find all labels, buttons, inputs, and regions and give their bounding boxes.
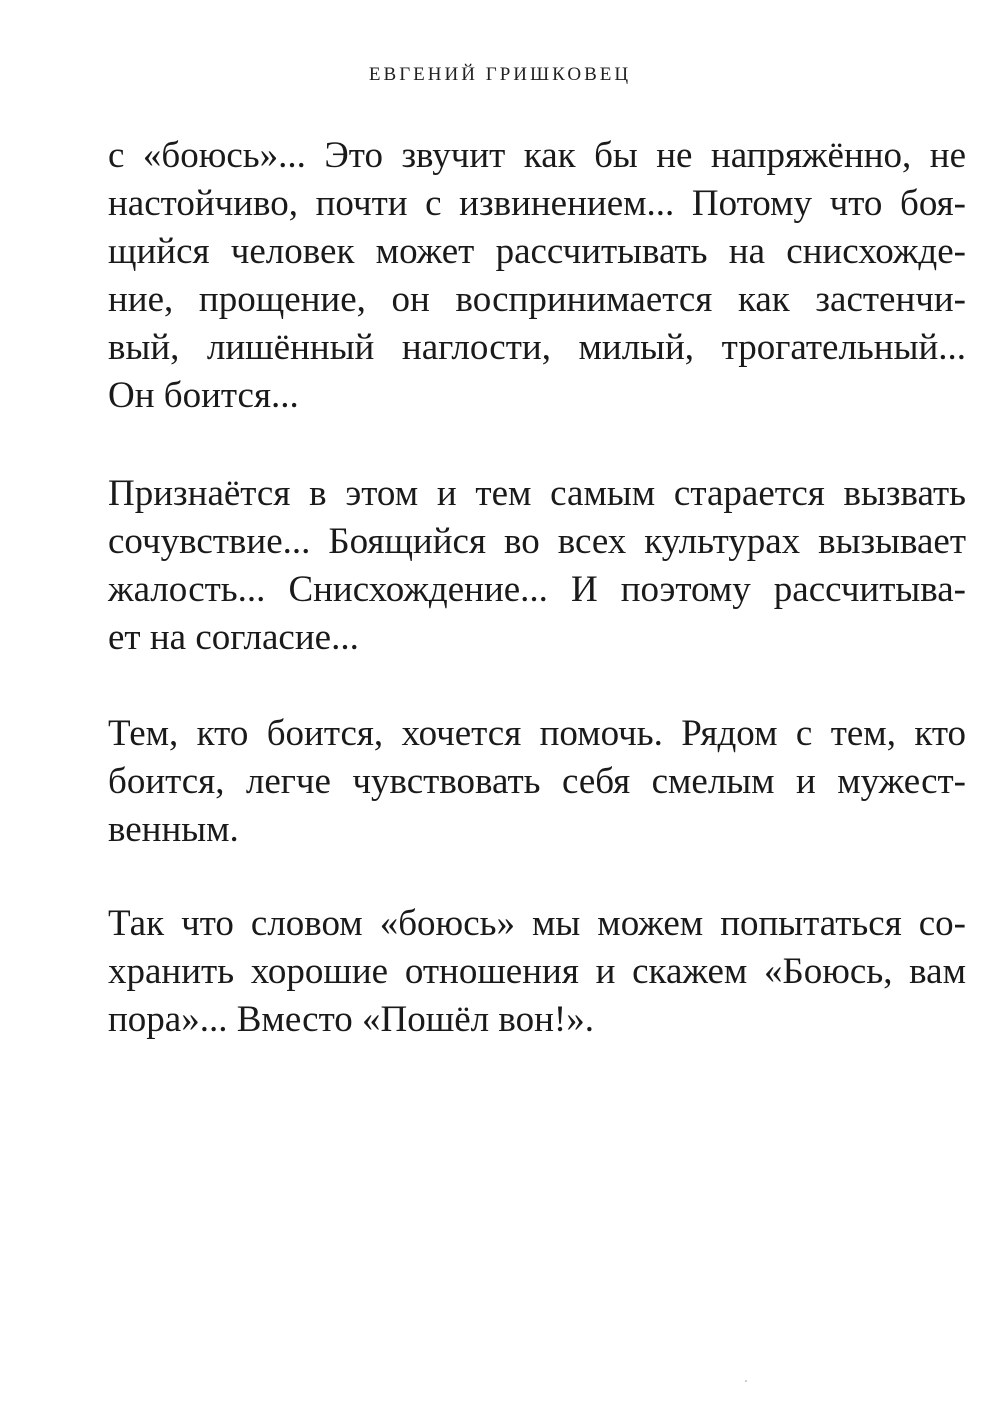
text-line: пора»... Вместо «Пошёл вон!». [108, 999, 594, 1040]
text-line: Так что словом «боюсь» мы можем попытаться со- [108, 903, 966, 944]
paragraph-1 [108, 132, 966, 420]
text-line: Тем, кто боится, хочется помочь. Рядом с тем, кто [108, 713, 966, 754]
paragraph-4 [108, 900, 966, 1044]
text-line: сочувствие... Боящийся во всех культурах вызывает [108, 521, 966, 562]
text-line: Он боится... [108, 375, 299, 416]
page-speck [745, 1380, 747, 1382]
text-line: ет на согласие... [108, 617, 359, 658]
text-line: с «боюсь»... Это звучит как бы не напряжённо, не [108, 135, 966, 176]
text-line: жалость... Снисхождение... И поэтому рассчитыва- [108, 569, 966, 610]
paragraph-3 [108, 710, 966, 854]
text-line: венным. [108, 809, 239, 850]
text-line: Признаётся в этом и тем самым старается вызвать [108, 473, 966, 514]
text-line: настойчиво, почти с извинением... Потому что боя- [108, 183, 966, 224]
text-line: хранить хорошие отношения и скажем «Боюсь, вам [108, 951, 966, 992]
text-line: щийся человек может рассчитывать на снисхожде- [108, 231, 966, 272]
text-line: боится, легче чувствовать себя смелым и мужест- [108, 761, 966, 802]
paragraph-2 [108, 470, 966, 662]
text-line: ние, прощение, он воспринимается как застенчи- [108, 279, 966, 320]
text-line: вый, лишённый наглости, милый, трогательный... [108, 327, 966, 368]
running-header-author: ЕВГЕНИЙ ГРИШКОВЕЦ [368, 64, 632, 85]
